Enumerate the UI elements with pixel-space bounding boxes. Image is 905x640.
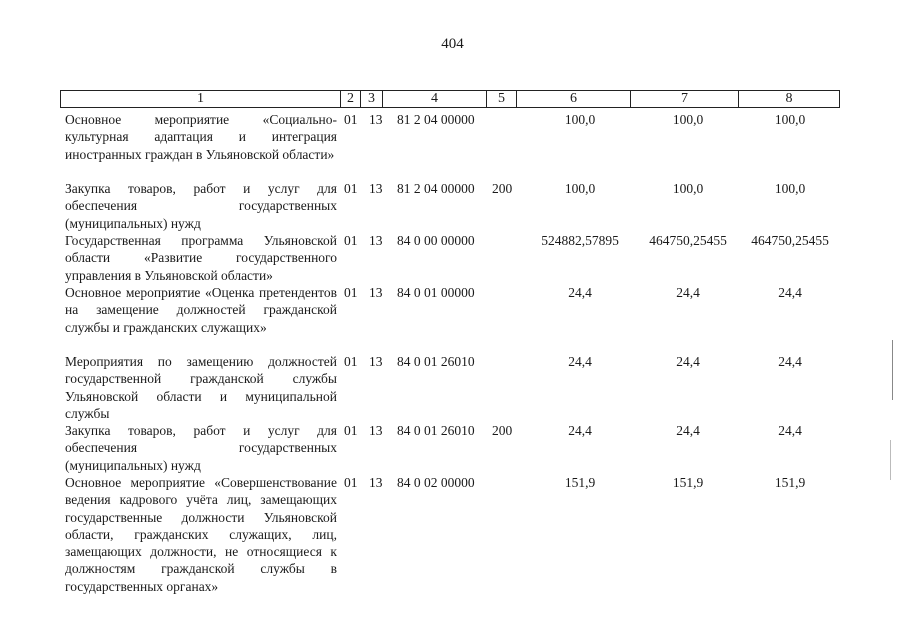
- header-col-5: 5: [487, 91, 517, 107]
- row-description: Основное мероприятие «Оценка претендентов на замещение должностей гражданской службы и гражданских служащих»: [65, 285, 337, 335]
- row-value-6: 100,0: [564, 181, 596, 196]
- row-rz: 01: [344, 233, 358, 248]
- row-value-8: 151,9: [774, 475, 806, 490]
- page-number: 404: [441, 36, 464, 52]
- row-value-6: 151,9: [564, 475, 596, 490]
- row-csr: 84 0 02 00000: [397, 475, 475, 490]
- header-col-4: 4: [383, 91, 487, 107]
- row-value-8: 24,4: [778, 354, 802, 369]
- row-value-6: 24,4: [568, 285, 592, 300]
- scan-mark: [890, 440, 891, 480]
- row-vr: 200: [492, 181, 513, 196]
- header-col-6: 6: [517, 91, 631, 107]
- row-rz: 01: [344, 354, 358, 369]
- header-col-2: 2: [341, 91, 361, 107]
- row-value-6: 100,0: [564, 112, 596, 127]
- row-value-8: 464750,25455: [751, 233, 829, 248]
- row-description: Закупка товаров, работ и услуг для обеспечения государственных (муниципальных) нужд: [65, 181, 337, 231]
- row-pr: 13: [369, 475, 383, 490]
- row-value-7: 24,4: [676, 423, 700, 438]
- row-value-8: 24,4: [778, 423, 802, 438]
- row-csr: 84 0 00 00000: [397, 233, 475, 248]
- row-rz: 01: [344, 423, 358, 438]
- header-col-1: 1: [61, 91, 341, 107]
- row-pr: 13: [369, 354, 383, 369]
- row-value-7: 151,9: [672, 475, 704, 490]
- row-rz: 01: [344, 112, 358, 127]
- row-description: Мероприятия по замещению должностей государственной гражданской службы Ульяновской области и муниципальной службы: [65, 354, 337, 421]
- header-col-3: 3: [361, 91, 383, 107]
- row-value-6: 24,4: [568, 354, 592, 369]
- row-csr: 81 2 04 00000: [397, 181, 475, 196]
- row-pr: 13: [369, 181, 383, 196]
- row-csr: 84 0 01 26010: [397, 354, 475, 369]
- row-description: Закупка товаров, работ и услуг для обеспечения государственных (муниципальных) нужд: [65, 423, 337, 473]
- row-value-6: 524882,57895: [541, 233, 619, 248]
- row-value-8: 24,4: [778, 285, 802, 300]
- row-pr: 13: [369, 423, 383, 438]
- row-pr: 13: [369, 112, 383, 127]
- row-value-7: 24,4: [676, 285, 700, 300]
- row-pr: 13: [369, 233, 383, 248]
- row-vr: 200: [492, 423, 513, 438]
- row-value-7: 464750,25455: [649, 233, 727, 248]
- row-value-8: 100,0: [774, 181, 806, 196]
- scan-mark: [892, 340, 893, 400]
- row-csr: 84 0 01 26010: [397, 423, 475, 438]
- row-value-6: 24,4: [568, 423, 592, 438]
- row-description: Основное мероприятие «Совершенствование ведения кадрового учёта лиц, замещающих государственные должности Ульяновской области, гражданских служащих, лиц, замещающих должности, не относящиеся к должностям гражданской службы в государственных органах»: [65, 475, 337, 594]
- header-col-8: 8: [785, 91, 793, 106]
- row-description: Основное мероприятие «Социально-культурная адаптация и интеграция иностранных граждан в Ульяновской области»: [65, 112, 337, 162]
- table-header: [60, 90, 840, 108]
- row-csr: 84 0 01 00000: [397, 285, 475, 300]
- row-value-7: 100,0: [672, 112, 704, 127]
- row-value-8: 100,0: [774, 112, 806, 127]
- row-rz: 01: [344, 285, 358, 300]
- row-description: Государственная программа Ульяновской области «Развитие государственного управления в Ульяновской области»: [65, 233, 337, 283]
- row-rz: 01: [344, 475, 358, 490]
- row-value-7: 100,0: [672, 181, 704, 196]
- header-col-7: 7: [631, 91, 739, 107]
- row-pr: 13: [369, 285, 383, 300]
- row-csr: 81 2 04 00000: [397, 112, 475, 127]
- row-rz: 01: [344, 181, 358, 196]
- row-value-7: 24,4: [676, 354, 700, 369]
